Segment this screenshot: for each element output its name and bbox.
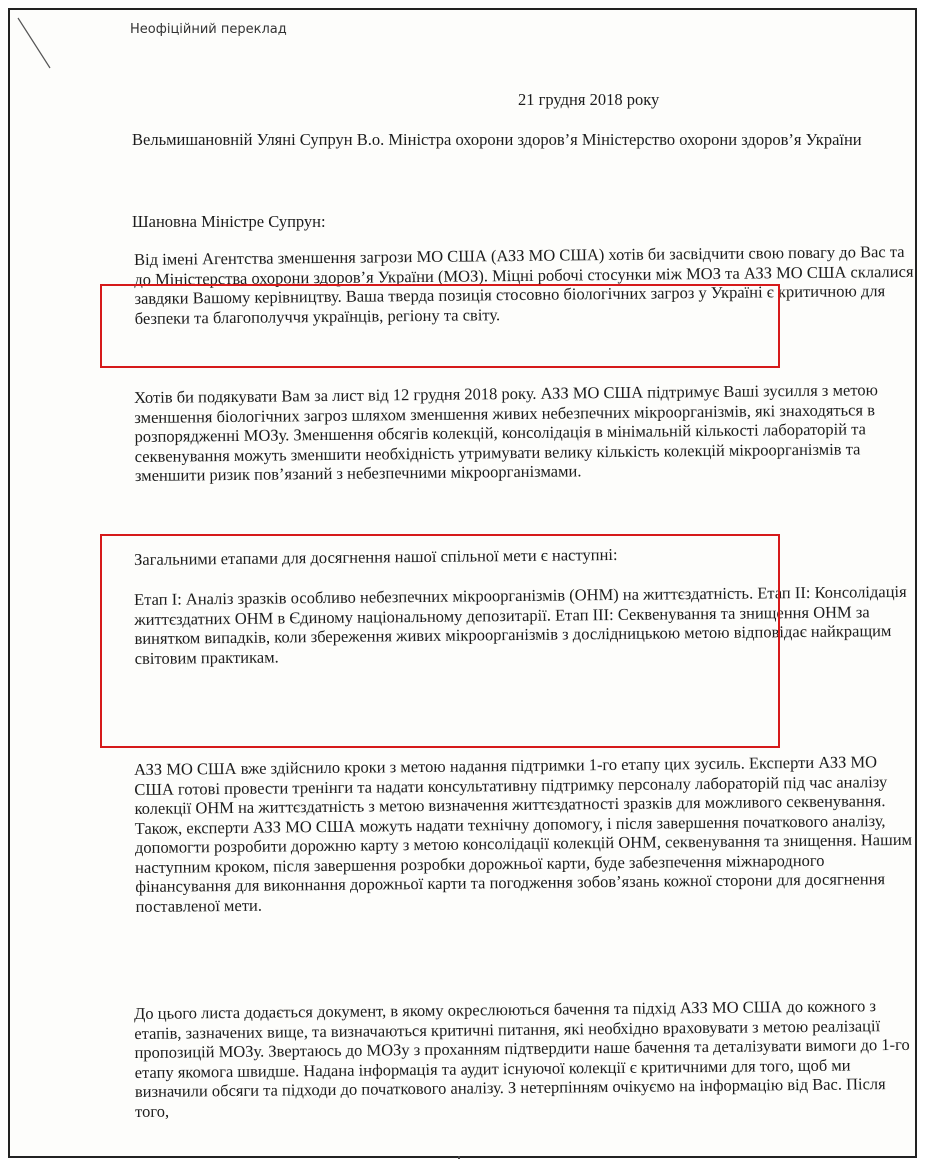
text-line: Звертаюсь до МОЗу з проханням підтвердити наше бачення та деталізувати [268, 1036, 802, 1061]
document-page [8, 8, 917, 1158]
text-line: засвідчити свою повагу до Вас та до Міністерства охорони здоров’я України [134, 241, 905, 289]
text-line: дорожню карту з метою консолідації колекцій ОНМ, секвенування та знищення. [290, 830, 857, 856]
addressee-line: Вельмишановній Уляні Супрун [132, 130, 353, 149]
salutation: Шановна Міністре Супрун: [132, 212, 326, 231]
text-line: кількості лабораторій та секвенування можуть зменшити необхідність [134, 419, 866, 466]
text-line: вимоги до 1-го етапу якомога швидше. Надана інформація та аудит існуючої [134, 1034, 910, 1082]
text-line: зменшення живих небезпечних мікроорганізмів, які знаходяться в [410, 399, 876, 424]
stage-line: життєздатність. [642, 583, 754, 604]
letter-date: 21 грудня 2018 року [518, 90, 660, 109]
stage-line: Етап III: Секвенування та знищення ОНМ за винятком випадків, коли [134, 601, 870, 648]
paragraph-support-steps [134, 752, 917, 916]
stage-line: Етап I: Аналіз зразків особливо небезпечних мікроорганізмів (ОНМ) на [134, 584, 640, 609]
text-line: секвенування. Також, експерти АЗЗ МО США можуть надати технічну [134, 791, 886, 838]
text-line: утримувати велику кількість колекцій мікроорганізмів та зменшити ризик [134, 438, 861, 485]
stage-line: найкращим світовим практикам. [134, 621, 892, 668]
text-line: розпорядженні МОЗу. Зменшення обсягів колекцій, консолідація в мінімальній [134, 421, 692, 446]
text-line: (МОЗ). Міцні робочі стосунки між МОЗ та АЗЗ МО США склалися завдяки [134, 261, 914, 308]
stage-line: збереження живих мікроорганізмів з дослідницькою метою відповідає [310, 621, 807, 647]
stage-line: Етап II: Консолідація життєздатних ОНМ в Єдиному національному [134, 581, 907, 629]
highlight-box-stages [100, 534, 780, 748]
paragraph-thanks [134, 380, 916, 486]
highlight-box-leadership [100, 284, 780, 368]
paragraph-attachment [134, 996, 916, 1121]
text-line: Хотів би подякувати Вам за лист від 12 грудня 2018 року. АЗЗ МО США [134, 382, 644, 407]
pen-stroke-mark [16, 16, 56, 76]
text-line: До цього листа додається документ, в якому окреслюються бачення та підхід [134, 998, 676, 1023]
addressee-line: В.о. Міністра охорони здоров’я [356, 130, 578, 149]
text-line: на життєздатність з метою визначення життєздатності зразків для можливого [237, 792, 783, 817]
addressee-line: Міністерство охорони здоров’я України [581, 130, 862, 149]
text-line: Нашим наступним кроком, після завершення розробки дорожньої карти, буде [135, 829, 913, 877]
text-line: погодження зобов’язань кожної сторони для досягнення поставленої мети. [135, 869, 886, 916]
text-line: Від імені Агентства зменшення загрози МО США (АЗЗ МО США) хотів би [134, 244, 666, 269]
addressee-block [132, 130, 862, 150]
stage-line: депозитарії. [466, 605, 552, 626]
text-line: підтримує Ваші зусилля з метою зменшення біологічних загроз шляхом [134, 380, 878, 427]
text-line: консультативну підтримку персоналу лабораторій під час аналізу колекції ОНМ [134, 771, 888, 818]
page-edge-mark [458, 1156, 460, 1159]
text-line: забезпечення міжнародного фінансування для виконнання дорожньої карти та [135, 850, 825, 896]
text-line: АЗЗ МО США до кожного з етапів, зазначених вище, та визначаються критичні [134, 996, 877, 1043]
text-line: зусиль. Експерти АЗЗ МО США готові провести тренінги та надати [134, 752, 878, 799]
text-line: Вашому керівництву. Ваша тверда позиція стосовно біологічних загроз у Україні [192, 282, 763, 308]
unofficial-translation-note: Неофіційний переклад [130, 22, 287, 37]
text-line: АЗЗ МО США вже здійснило кроки з метою надання підтримки 1-го етапу цих [134, 754, 691, 779]
text-line: пов’язаний з небезпечними мікроорганізмами. [253, 461, 582, 484]
text-line: питання, які необхідно враховувати з метою реалізації пропозицій МОЗу. [134, 1015, 881, 1062]
text-line: є критичною для безпеки та благополуччя українців, регіону та світу. [134, 281, 886, 328]
stages-intro: Загальними етапами для досягнення нашої спільної мети є наступні: [134, 544, 618, 569]
text-line: початкового аналізу. З нетерпінням очікуємо на інформацію від Вас. Після того, [135, 1074, 886, 1121]
text-line: колекції є критичними для того, щоб ми визначили обсяги та підходи до [134, 1055, 851, 1101]
text-line: допомогу, і після завершення початкового аналізу, допомогти розробити [134, 810, 886, 857]
